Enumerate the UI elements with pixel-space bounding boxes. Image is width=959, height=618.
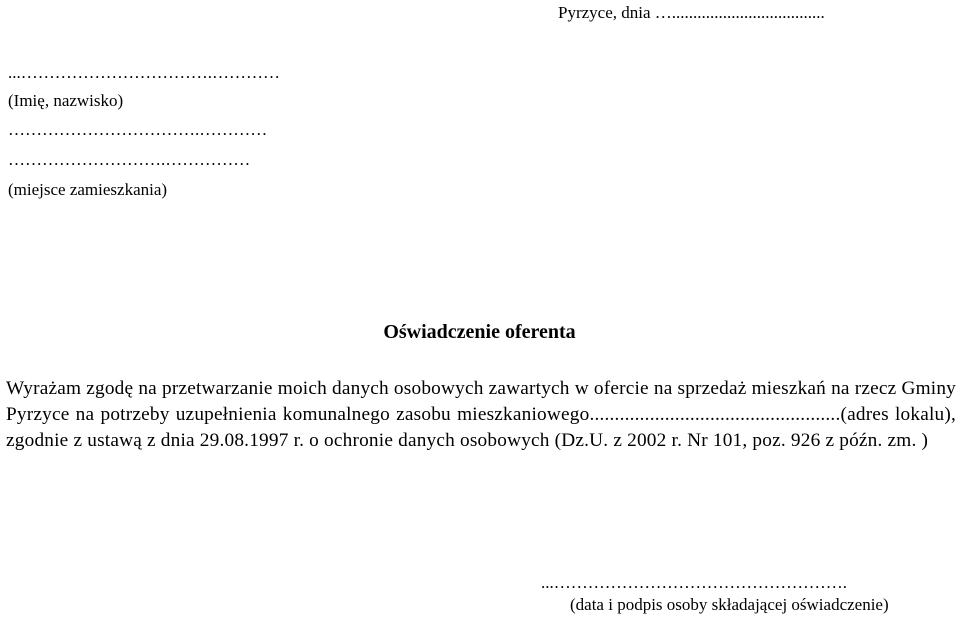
document-title: Oświadczenie oferenta [383,321,576,343]
address-dots-line-1: …………………………….………… [8,120,268,139]
name-label: (Imię, nazwisko) [8,91,124,110]
signature-label: (data i podpis osoby składającej oświadczenie) [570,595,889,614]
place-date-line: Pyrzyce, dnia ….................................... [558,3,825,22]
address-label: (miejsce zamieszkania) [8,180,168,199]
signature-dots: ...……………………………………………. [541,573,847,592]
address-dots-line-2: ……………………….…………… [8,150,251,169]
consent-statement: Wyrażam zgodę na przetwarzanie moich danych osobowych zawartych w ofercie na sprzedaż mieszkań na rzecz Gminy Pyrzyce na potrzeby uzupełnienia komunalnego zasobu mieszkaniowego..................................................(adres lokalu), zgodnie z ustawą z dnia 29.08.1997 r. o ochronie danych osobowych (Dz.U. z 2002 r. Nr 101, poz. 926 z późn. zm. ) [6,378,956,451]
name-dots: ...…………………………….………… [8,63,280,82]
